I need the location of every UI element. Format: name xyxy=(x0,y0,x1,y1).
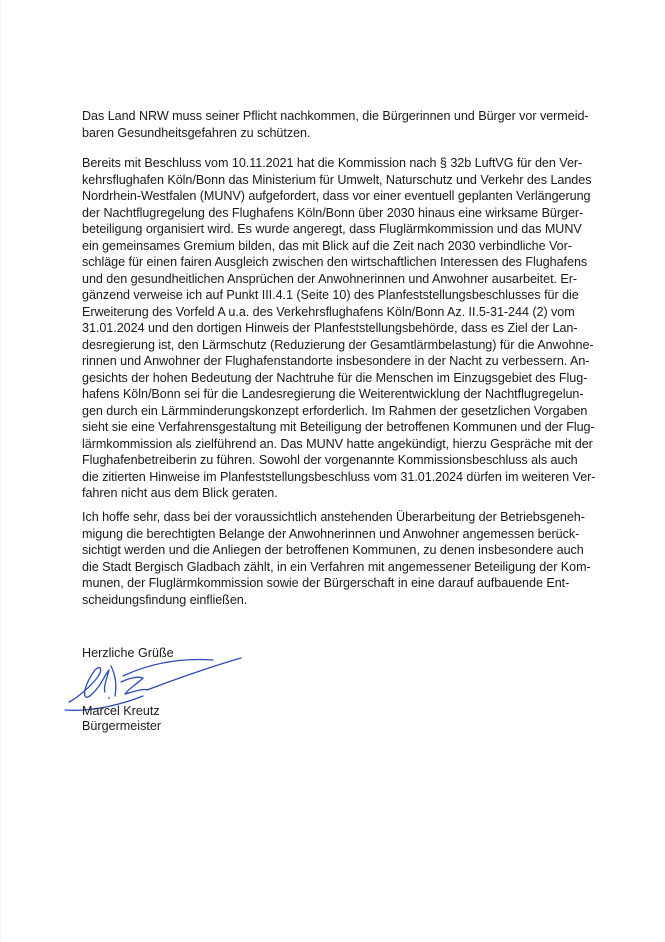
text-line: gesichts der hohen Bedeutung der Nachtruhe für die Menschen im Einzugsgebiet des Flug- xyxy=(82,370,588,385)
text-line: Das Land NRW muss seiner Pflicht nachkommen, die Bürgerinnen und Bürger vor vermeid- xyxy=(82,109,589,123)
text-line: Flughafenbetreiberin zu führen. Sowohl der vorgenannte Kommissionsbeschluss als auch xyxy=(82,453,578,467)
text-line: gen durch ein Lärmminderungskonzept erforderlich. Im Rahmen der gesetzlichen Vorgaben xyxy=(82,403,588,418)
text-line: Nordrhein-Westfalen (MUNV) aufgefordert, dass vor einer eventuell geplanten Verlängerung xyxy=(82,189,591,203)
text-line: der Nachtflugregelung des Flughafens Köln/Bonn über 2030 hinaus eine wirksame Bürger- xyxy=(82,205,584,220)
text-line: desregierung ist, den Lärmschutz (Reduzierung der Gesamtlärmbelastung) für die Anwohne- xyxy=(82,337,594,352)
text-line: 31.01.2024 und den dortigen Hinweis der Planfeststellungsbehörde, dass es Ziel der Lan- xyxy=(82,321,578,335)
signer-name: Marcel Kreutz xyxy=(82,704,160,718)
text-line: die zitierten Hinweise im Planfeststellungsbeschluss vom 31.01.2024 dürfen im weiteren Ver- xyxy=(82,469,596,484)
closing-greeting: Herzliche Grüße xyxy=(82,646,174,660)
text-line: fahren nicht aus dem Blick geraten. xyxy=(82,486,278,500)
text-line: migung die berechtigten Belange der Anwohnerinnen und Anwohner angemessen berück- xyxy=(82,526,580,541)
text-line: ein gemeinsames Gremium bilden, das mit Blick auf die Zeit nach 2030 verbindliche Vor- xyxy=(82,238,572,253)
text-line: die Stadt Bergisch Gladbach zählt, in ein Verfahren mit angemessener Beteiligung der Kom- xyxy=(82,559,591,574)
text-line: beteiligung organisiert wird. Es wurde angeregt, dass Fluglärmkommission und das MUNV xyxy=(82,222,582,236)
text-line: Erweiterung des Vorfeld A u.a. des Verkehrsflughafens Köln/Bonn Az. II.5-31-244 (2) vom xyxy=(82,304,575,319)
text-line: Ich hoffe sehr, dass bei der voraussichtlich anstehenden Überarbeitung der Betriebsgeneh- xyxy=(82,510,585,524)
text-line: hafens Köln/Bonn sei für die Landesregierung die Weiterentwicklung der Nachtflugregelun- xyxy=(82,387,584,401)
text-line: scheidungsfindung einfließen. xyxy=(82,592,248,607)
text-line: und den gesundheitlichen Ansprüchen der Anwohnerinnen und Anwohner ausarbeitet. Er- xyxy=(82,271,578,286)
text-line: munen, der Fluglärmkommission sowie der Bürgerschaft in eine darauf aufbauende Ent- xyxy=(82,576,570,590)
signer-title: Bürgermeister xyxy=(82,719,162,733)
text-line: schläge für einen fairen Ausgleich zwischen den wirtschaftlichen Interessen des Flughafens xyxy=(82,255,588,269)
text-line: baren Gesundheitsgefahren zu schützen. xyxy=(82,126,311,140)
text-line: Bereits mit Beschluss vom 10.11.2021 hat die Kommission nach § 32b LuftVG für den Ver- xyxy=(82,156,583,170)
text-line: gänzend verweise ich auf Punkt III.4.1 (Seite 10) des Planfeststellungsbeschlusses für die xyxy=(82,288,579,302)
text-line: rinnen und Anwohner der Flughafenstandorte insbesondere in der Nacht zu verbessern. An- xyxy=(82,354,590,368)
text-line: sieht sie eine Verfahrensgestaltung mit Beteiligung der betroffenen Kommunen und der Flug- xyxy=(82,420,595,434)
text-line: kehrsflughafen Köln/Bonn das Ministerium für Umwelt, Naturschutz und Verkehr des Landes xyxy=(82,172,592,187)
text-line: lärmkommission als zielführend an. Das MUNV hatte angekündigt, hierzu Gespräche mit der xyxy=(82,436,593,451)
text-line: sichtigt werden und die Anliegen der betroffenen Kommunen, zu denen insbesondere auch xyxy=(82,543,584,557)
